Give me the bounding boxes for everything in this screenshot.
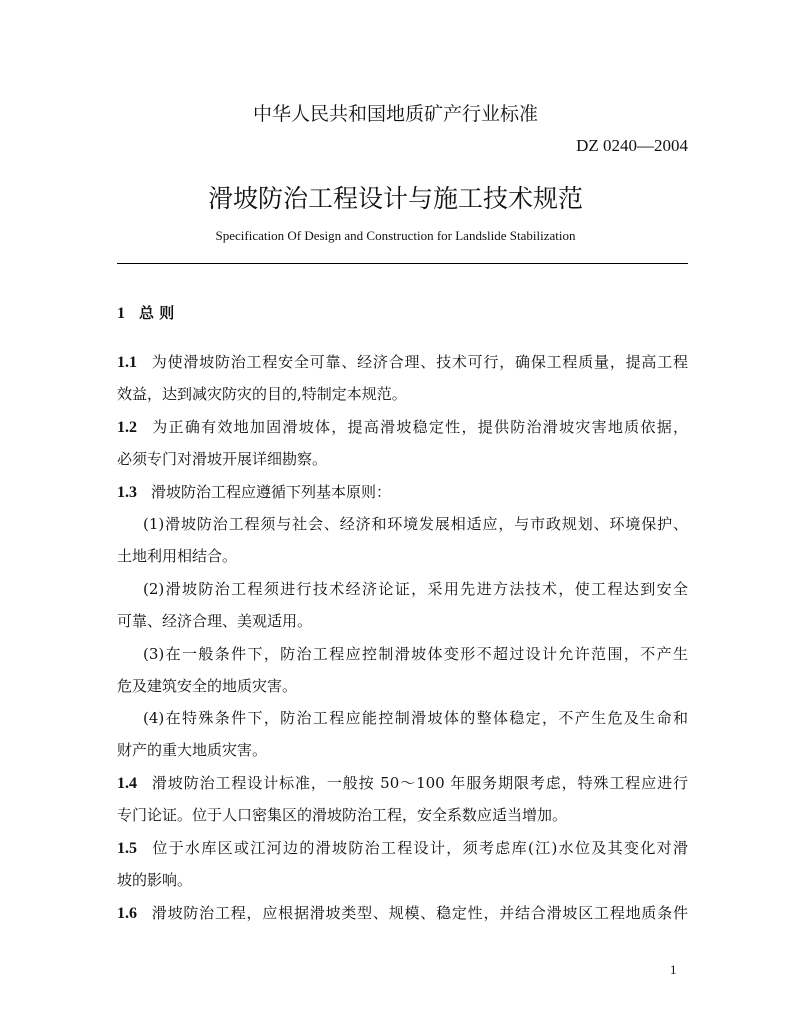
- clause-number: 1.6: [117, 905, 137, 922]
- principle-2: (2)滑坡防治工程须进行技术经济论证，采用先进方法技术，使工程达到安全: [143, 580, 688, 598]
- standard-code: DZ 0240—2004: [576, 136, 688, 155]
- title-divider: [117, 263, 688, 264]
- clause-number: 1.5: [117, 840, 137, 857]
- clause-1-5-cont: 坡的影响。: [117, 871, 193, 889]
- clause-text: 滑坡防治工程，应根据滑坡类型、规模、稳定性，并结合滑坡区工程地质条件: [151, 904, 688, 922]
- clause-1-6: [117, 902, 688, 924]
- clause-text: 为正确有效地加固滑坡体，提高滑坡稳定性，提供防治滑坡灾害地质依据，: [151, 418, 688, 436]
- clause-number: 1.3: [117, 484, 137, 501]
- clause-1-4-cont: 专门论证。位于人口密集区的滑坡防治工程，安全系数应适当增加。: [117, 806, 568, 824]
- principle-1: (1)滑坡防治工程须与社会、经济和环境发展相适应，与市政规划、环境保护、: [143, 515, 688, 533]
- clause-1-2-cont: 必须专门对滑坡开展详细勘察。: [117, 450, 328, 468]
- clause-1-3: [117, 481, 688, 503]
- clause-number: 1.1: [117, 354, 137, 371]
- principle-2-cont: 可靠、经济合理、美观适用。: [117, 612, 313, 630]
- clause-1-5: [117, 837, 688, 859]
- chapter-heading: [117, 302, 688, 324]
- clause-1-4: [117, 772, 688, 794]
- clause-number: 1.2: [117, 419, 137, 436]
- clause-number: 1.4: [117, 775, 137, 792]
- clause-text: 滑坡防治工程应遵循下列基本原则：: [151, 483, 392, 501]
- principle-3: (3)在一般条件下，防治工程应控制滑坡体变形不超过设计允许范围，不产生: [143, 645, 688, 663]
- principle-4-cont: 财产的重大地质灾害。: [117, 741, 268, 759]
- org-title: 中华人民共和国地质矿产行业标准: [252, 103, 538, 125]
- principle-4: (4)在特殊条件下，防治工程应能控制滑坡体的整体稳定，不产生危及生命和: [143, 709, 688, 727]
- clause-1-1: [117, 351, 688, 373]
- principle-1-cont: 土地利用相结合。: [117, 547, 238, 565]
- clause-text: 滑坡防治工程设计标准，一般按 50～100 年服务期限考虑，特殊工程应进行: [151, 774, 688, 792]
- clause-1-2: [117, 416, 688, 438]
- page-number: 1: [670, 962, 677, 977]
- clause-1-1-cont: 效益，达到减灾防灾的目的,特制定本规范。: [117, 385, 407, 403]
- document-title: 滑坡防治工程设计与施工技术规范: [207, 184, 583, 213]
- principle-3-cont: 危及建筑安全的地质灾害。: [117, 677, 298, 695]
- document-subtitle: Specification Of Design and Construction for Landslide Stabilization: [215, 228, 576, 243]
- chapter-number: 1: [117, 305, 125, 322]
- chapter-title: 总 则: [139, 304, 175, 322]
- clause-text: 位于水库区或江河边的滑坡防治工程设计，须考虑库(江)水位及其变化对滑: [151, 839, 688, 857]
- clause-text: 为使滑坡防治工程安全可靠、经济合理、技术可行，确保工程质量，提高工程: [151, 353, 688, 371]
